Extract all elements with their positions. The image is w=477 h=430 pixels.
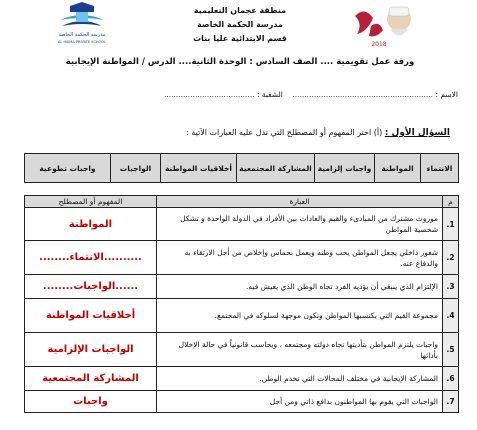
worksheet-title: ورقة عمل تقويمية .... الصف السادس : الوحدة الثانية.... الدرس / المواطنة الإيجابية: [65, 57, 415, 67]
question-heading: [110, 128, 450, 138]
col-header-statement: العبارة: [157, 196, 443, 208]
row-answer[interactable]: واجبات: [25, 391, 157, 413]
row-statement: المشاركة الإيجابية في مختلف المجالات التي تخدم الوطن.: [157, 367, 443, 391]
row-statement: شعور داخلي يجعل المواطن يحب وطنه ويعمل بحماس وإخلاص من أجل الارتقاء به والدفاع عنه.: [157, 241, 443, 275]
concept-item: واجبات تطوعية: [25, 154, 111, 183]
zayed-year-logo: [347, 2, 417, 48]
col-header-answer: المفهوم أو المصطلح: [25, 196, 157, 208]
row-statement: الإلتزام الذي ينبغي أن يؤديه الفرد تجاه الوطن الذي يعيش فيه.: [157, 275, 443, 299]
concept-item: المواطنة: [375, 154, 421, 183]
section-field[interactable]: ......................................: [163, 90, 255, 99]
row-statement: الواجبات التي يقوم بها المواطنون بدافع ذاتي ومن أجل: [157, 391, 443, 413]
svg-text:2018: 2018: [371, 41, 387, 48]
name-label: الاسم :: [435, 90, 458, 99]
table-row: [25, 391, 459, 413]
row-statement: مجموعة القيم التي يكتسبها المواطن وتكون موجهة لسلوكه في المجتمع.: [157, 299, 443, 333]
header-line-school: مدرسة الحكمة الخاصة: [197, 20, 283, 29]
concept-item: المشاركة المجتمعية: [237, 154, 315, 183]
row-number: 7.: [443, 391, 459, 413]
question-text: اختر المفهوم أو المصطلح التي تدل عليه العبارات الآتية :: [186, 128, 372, 137]
table-row: [25, 241, 459, 275]
svg-text:مدرسة الحكمة الخاصة: مدرسة الحكمة الخاصة: [58, 32, 106, 38]
row-number: 6.: [443, 367, 459, 391]
table-row: [25, 208, 459, 241]
header-line-section: قسم الابتدائية عليا بنات: [193, 34, 287, 43]
row-answer[interactable]: المشاركة المجتمعية: [25, 367, 157, 391]
school-header: [165, 4, 315, 46]
concept-item: واجبات إلزامية: [315, 154, 375, 183]
row-answer[interactable]: ......الواجبات........: [25, 275, 157, 299]
question-part: (أ): [373, 128, 383, 137]
row-answer[interactable]: أخلاقيات المواطنة: [25, 299, 157, 333]
col-header-num: م: [443, 196, 459, 208]
row-number: 2.: [443, 241, 459, 275]
concept-bank: [24, 153, 459, 183]
answer-table: [24, 195, 459, 413]
row-number: 5.: [443, 333, 459, 367]
school-logo: [48, 2, 116, 46]
student-info-line: [24, 90, 458, 99]
svg-text:AL HIKMA PRIVATE SCHOOL: AL HIKMA PRIVATE SCHOOL: [57, 40, 107, 44]
row-answer[interactable]: المواطنة: [25, 208, 157, 241]
concept-item: أخلاقيات المواطنة: [161, 154, 237, 183]
row-answer[interactable]: ..........الانتماء........: [25, 241, 157, 275]
table-row: [25, 275, 459, 299]
name-field[interactable]: ...........................................................: [292, 90, 434, 99]
table-row: [25, 299, 459, 333]
row-statement: واجبات يلتزم المواطن بتأديتها تجاه دولته ومجتمعه ، ويحاسب قانونياً في حالة الإخلال بأدائها: [157, 333, 443, 367]
row-statement: موروث مشترك من المبادىء والقيم والعادات بين الأفراد في الدولة الواحدة و تشكل شخصية المواطن: [157, 208, 443, 241]
section-label: الشعبة :: [256, 90, 283, 99]
row-answer[interactable]: الواجبات الإلزامية: [25, 333, 157, 367]
table-row: [25, 367, 459, 391]
concept-item: الانتماء: [421, 154, 459, 183]
header-line-zone: منطقة عجمان التعليمية: [193, 6, 287, 15]
question-label: السؤال الأول :: [384, 128, 450, 138]
table-row: [25, 333, 459, 367]
row-number: 1.: [443, 208, 459, 241]
row-number: 4.: [443, 299, 459, 333]
concept-item: الواجبات: [111, 154, 161, 183]
row-number: 3.: [443, 275, 459, 299]
